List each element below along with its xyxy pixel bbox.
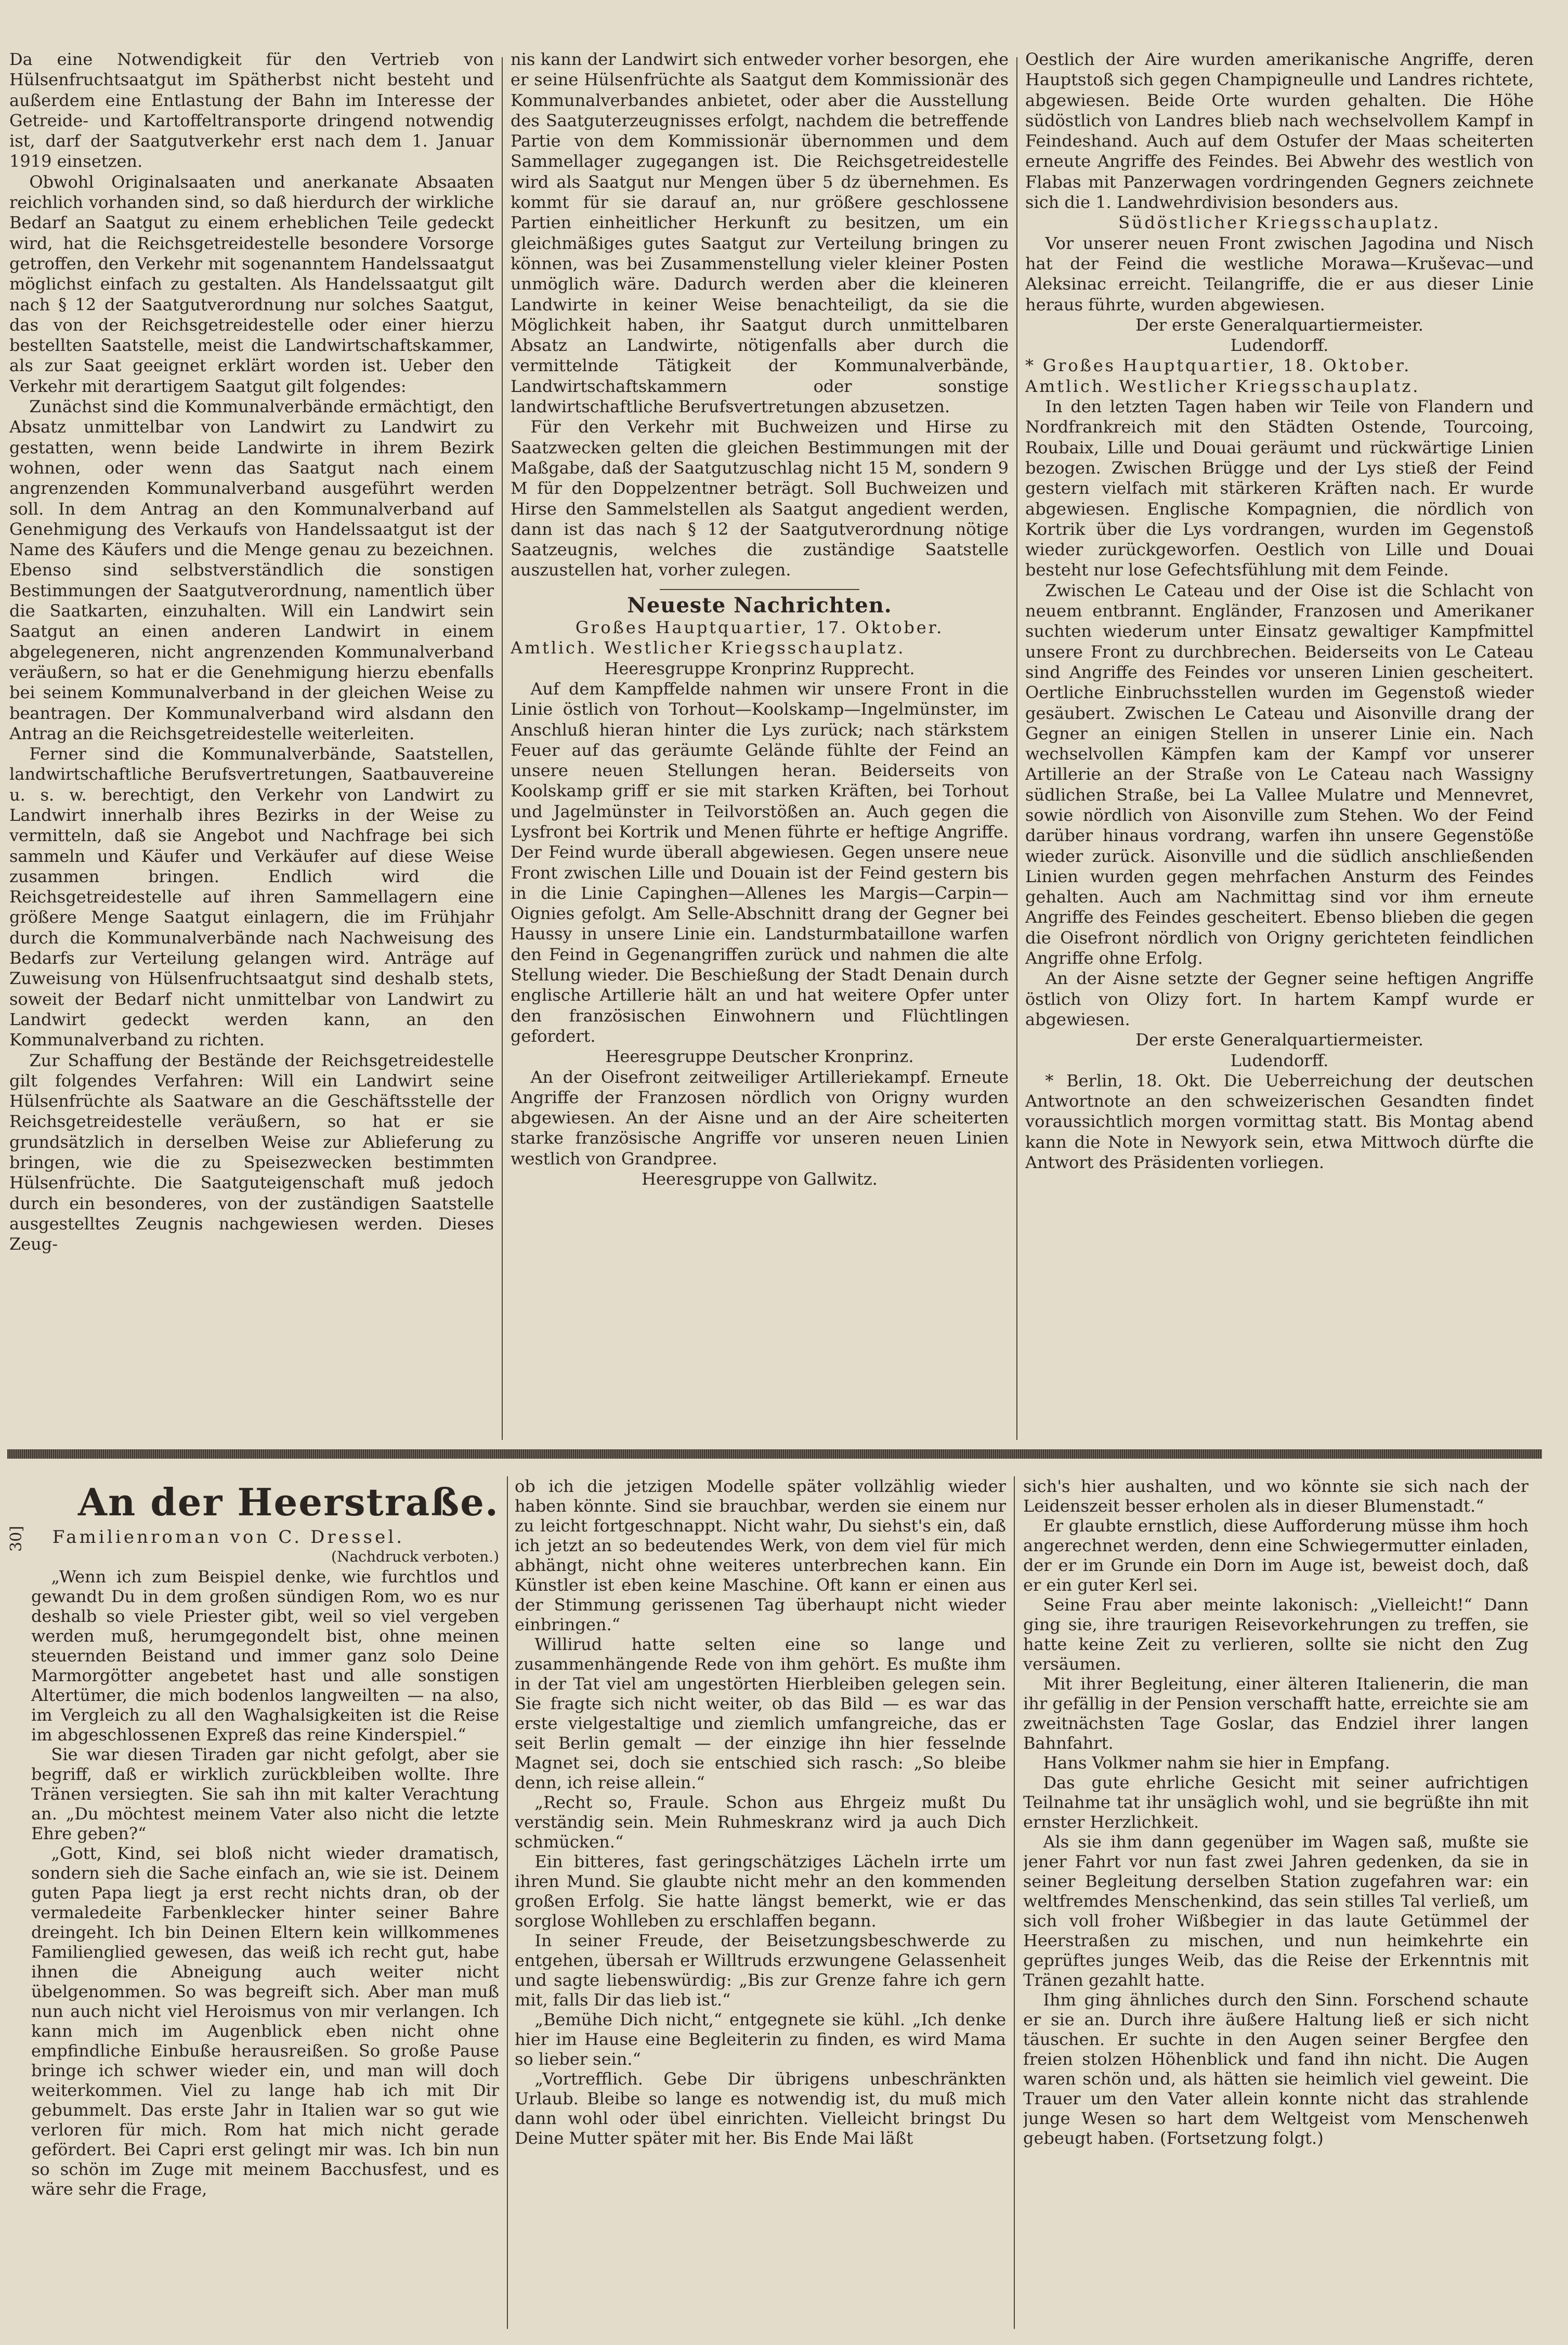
paragraph: In den letzten Tagen haben wir Teile von Flandern und Nordfrankreich mit den Städten Ostende, Tourcoing, Roubaix, Lille und Douai geräumt und rückwärtige Linien bezogen. Zwischen Brügge und der Lys stieß der Feind gestern vielfach mit stärkeren Kräften nach. Er wurde abgewiesen. Englische Kompagnien, die nördlich von Kortrik über die Lys vordrangen, wurden im Gegenstoß wieder zurückgeworfen. Oestlich von Lille und Douai besteht nur lose Gefechtsfühlung mit dem Feinde. bbox=[1025, 397, 1534, 580]
paragraph: Oestlich der Aire wurden amerikanische Angriffe, deren Hauptstoß sich gegen Champigneulle und Landres richtete, abgewiesen. Beide Orte wurden gehalten. Die Höhe südöstlich von Landres blieb nach wechselvollem Kampf in Feindeshand. Auch auf dem Ostufer der Maas scheiterten erneute Angriffe des Feindes. Bei Abwehr des westlich von Flabas mit Panzerwagen vordringenden Gegners zeichnete sich die 1. Landwehrdivision besonders aus. bbox=[1025, 49, 1534, 213]
paragraph: Vor unserer neuen Front zwischen Jagodina und Nisch hat der Feind die westliche Morawa—Kruševac—und Aleksinac erreicht. Teilangriffe, die er aus dieser Linie heraus führte, wurden abgewiesen. bbox=[1025, 233, 1534, 315]
paragraph: Sie war diesen Tiraden gar nicht gefolgt, aber sie begriff, daß er wirklich zurückbleiben wollte. Ihre Tränen versiegten. Sie sah ihn mit kalter Verachtung an. „Du möchtest meinem Vater also nicht die letzte Ehre geben?“ bbox=[31, 1745, 499, 1843]
paragraph: „Recht so, Fraule. Schon aus Ehrgeiz mußt Du verständig sein. Mein Ruhmeskranz wird ja auch Dich schmücken.“ bbox=[515, 1792, 1006, 1852]
instalment-number: 30] bbox=[7, 1526, 25, 1552]
paragraph: Seine Frau aber meinte lakonisch: „Vielleicht!“ Dann ging sie, ihre traurigen Reisevorkehrungen zu treffen, sie hatte keine Zeit zu verlieren, sollte sie nicht den Zug versäumen. bbox=[1023, 1595, 1528, 1674]
paragraph: * Berlin, 18. Okt. Die Ueberreichung der deutschen Antwortnote an den schweizerischen Gesandten findet voraussichtlich morgen vormittag statt. Bis Montag abend kann die Note in Newyork sein, etwa Mittwoch dürfte die Antwort des Präsidenten vorliegen. bbox=[1025, 1070, 1534, 1173]
army-group-heading: Heeresgruppe von Gallwitz. bbox=[642, 1169, 878, 1189]
official-report-label: Amtlich. Westlicher Kriegsschauplatz. bbox=[1025, 376, 1420, 396]
signature-title: Der erste Generalquartiermeister. bbox=[1135, 1030, 1423, 1050]
paragraph: Für den Verkehr mit Buchweizen und Hirse zu Saatzwecken gelten die gleichen Bestimmungen mit der Maßgabe, daß der Saatgutzuschlag nicht 15 M, sondern 9 M für den Doppelzentner beträgt. Soll Buchweizen und Hirse den Sammelstellen als Saatgut angedient werden, dann ist das nach § 12 der Saatgutverordnung nötige Saatzeugnis, welches die zuständige Saatstelle auszustellen hat, vorher zulegen. bbox=[511, 417, 1009, 580]
theater-heading: Südöstlicher Kriegsschauplatz. bbox=[1118, 213, 1441, 233]
paragraph: In seiner Freude, der Beisetzungsbeschwerde zu entgehen, übersah er Willtruds erzwungene Gelassenheit und sagte liebenswürdig: „Bis zur Grenze fahre ich gern mit, falls Dir das lieb ist.“ bbox=[515, 1931, 1006, 2010]
paragraph: „Wenn ich zum Beispiel denke, wie furchtlos und gewandt Du in dem großen sündigen Rom, wo es nur deshalb so viele Priester gibt, weil so viel vergeben werden muß, herumgegondelt bist, ohne meinen steuernden Beistand und immer ganz solo Deine Marmorgötter angebetet hast und alle sonstigen Altertümer, die mich bodenlos langweilten — na also, im Vergleich zu all den Waghalsigkeiten ist die Reise im abgeschlossenen Expreß das reine Kinderspiel.“ bbox=[31, 1567, 499, 1745]
army-group-heading: Heeresgruppe Kronprinz Rupprecht. bbox=[604, 658, 915, 678]
article-seed-column-1 bbox=[9, 49, 494, 1443]
signature-name: Ludendorff. bbox=[1230, 1050, 1329, 1070]
paragraph: Ferner sind die Kommunalverbände, Saatstellen, landwirtschaftliche Berufsvertretungen, Saatbauvereine u. s. w. berechtigt, den Verkehr von Landwirt zu Landwirt innerhalb ihres Bezirks in der Weise zu vermitteln, daß sie Angebot und Nachfrage bei sich sammeln und Käufer und Verkäufer auf diese Weise zusammen bringen. Endlich wird die Reichsgetreidestelle auf ihren Sammellagern eine größere Menge Saatgut einlagern, die im Frühjahr durch die Kommunalverbände nach Nachweisung des Bedarfs zur Verteilung gelangen wird. Anträge auf Zuweisung von Hülsenfruchtsaatgut sind deshalb stets, soweit der Bedarf nicht unmittelbar von Landwirt zu Landwirt gedeckt werden kann, an den Kommunalverband zu richten. bbox=[9, 744, 494, 1050]
dateline: * Großes Hauptquartier, 18. Oktober. bbox=[1025, 356, 1412, 376]
dateline: Großes Hauptquartier, 17. Oktober. bbox=[575, 618, 944, 638]
paragraph: An der Aisne setzte der Gegner seine heftigen Angriffe östlich von Olizy fort. In hartem Kampf wurde er abgewiesen. bbox=[1025, 968, 1534, 1029]
feuilleton-separator bbox=[7, 1449, 1542, 1459]
paragraph: „Vortrefflich. Gebe Dir übrigens unbeschränkten Urlaub. Bleibe so lange es notwendig ist, du muß mich dann wohl oder übel einrichten. Vielleicht bringst Du Deine Mutter später mit her. Bis Ende Mai läßt bbox=[515, 2069, 1006, 2148]
column-divider bbox=[1014, 1476, 1015, 2329]
article-seed-column-2 bbox=[511, 49, 1009, 1443]
paragraph: Das gute ehrliche Gesicht mit seiner aufrichtigen Teilnahme tat ihr unsäglich wohl, und sie begrüßte ihn mit ernster Herzlichkeit. bbox=[1023, 1773, 1528, 1832]
novel-column-1 bbox=[31, 1471, 499, 2334]
paragraph: Ihm ging ähnliches durch den Sinn. Forschend schaute er sie an. Durch ihre äußere Haltung ließ er sich nicht täuschen. Er suchte in den Augen seiner Bergfee den freien stolzen Höhenblick und fand ihn nicht. Die Augen waren schön und, als hätten sie heimlich viel geweint. Die Trauer um den Vater allein konnte nicht das strahlende junge Wesen so hart dem Weltgeist vom Menschenweh gebeugt haben. (Fortsetzung folgt.) bbox=[1023, 1990, 1528, 2148]
news-column-3 bbox=[1025, 49, 1534, 1443]
column-divider bbox=[1016, 57, 1017, 1440]
news-heading: Neueste Nachrichten. bbox=[627, 593, 892, 618]
signature-title: Der erste Generalquartiermeister. bbox=[1135, 315, 1423, 335]
paragraph: Er glaubte ernstlich, diese Aufforderung müsse ihm hoch angerechnet werden, denn eine Schwiegermutter einladen, der er im Grunde ein Dorn im Auge ist, beweist doch, daß er ein guter Kerl sei. bbox=[1023, 1516, 1528, 1595]
paragraph: Da eine Notwendigkeit für den Vertrieb von Hülsenfruchtsaatgut im Spätherbst nicht besteht und außerdem eine Entlastung der Bahn im Interesse der Getreide- und Kartoffeltransporte dringend notwendig ist, darf der Saatgutverkehr erst nach dem 1. Januar 1919 einsetzen. bbox=[9, 49, 494, 172]
signature-name: Ludendorff. bbox=[1230, 335, 1329, 356]
paragraph: Als sie ihm dann gegenüber im Wagen saß, mußte sie jener Fahrt vor nun fast zwei Jahren gedenken, da sie in seiner Begleitung derselben Station zugefahren war: ein weltfremdes Menschenkind, das sein stilles Tal verließ, um sich voll froher Wißbegier in das laute Getümmel der Heerstraßen zu mischen, und nun heimkehrte ein geprüftes junges Weib, das die Reise der Erkenntnis mit Tränen gezahlt hatte. bbox=[1023, 1832, 1528, 1990]
paragraph: Hans Volkmer nahm sie hier in Empfang. bbox=[1043, 1753, 1390, 1773]
paragraph: Ein bitteres, fast geringschätziges Lächeln irrte um ihren Mund. Sie glaubte nicht mehr an den kommenden großen Erfolg. Sie hatte längst bemerkt, wie er das sorglose Wohlleben zu erschlaffen begann. bbox=[515, 1852, 1006, 1931]
paragraph: sich's hier aushalten, und wo könnte sie sich nach der Leidenszeit besser erholen als in dieser Blumenstadt.“ bbox=[1023, 1476, 1528, 1516]
paragraph: Zur Schaffung der Bestände der Reichsgetreidestelle gilt folgendes Verfahren: Will ein Landwirt seine Hülsenfrüchte als Saatware an die Geschäftsstelle der Reichsgetreidestelle veräußern, so hat er sie grundsätzlich in derselben Weise zur Ablieferung zu bringen, wie die zu Speisezwecken bestimmten Hülsenfrüchte. Die Saatguteigenschaft muß jedoch durch ein besonderes, von der zuständigen Saatstelle ausgestelltes Zeugnis nachgewiesen werden. Dieses Zeug- bbox=[9, 1050, 494, 1254]
paragraph: ob ich die jetzigen Modelle später vollzählig wieder haben könnte. Sind sie brauchbar, werden sie einem nur zu leicht fortgeschnappt. Nicht wahr, Du siehst's ein, daß ich jetzt an so bedeutendes Werk, von dem viel für mich abhängt, nicht ohne weiteres unterbrechen kann. Ein Künstler ist eben keine Maschine. Oft kann er einen aus der Stimmung gerissenen Tag überhaupt nicht wieder einbringen.“ bbox=[515, 1476, 1006, 1634]
paragraph: „Gott, Kind, sei bloß nicht wieder dramatisch, sondern sieh die Sache einfach an, wie sie ist. Deinem guten Papa liegt ja erst recht nichts dran, ob der vermaledeite Farbenklecker hinter seiner Bahre dreingeht. Ich bin Deinen Eltern kein willkommenes Familienglied gewesen, das weiß ich recht gut, habe ihnen die Abneigung auch weiter nicht übelgenommen. So was begreift sich. Aber man muß nun auch nicht viel Heroismus von mir verlangen. Ich kann mich im Augenblick eben nicht ohne empfindliche Einbuße herausreißen. So große Pause bringe ich schwer wieder ein, und man will doch weiterkommen. Viel zu lange hab ich mit Dir gebummelt. Das erste Jahr in Italien war so gut wie verloren für mich. Rom hat mich nicht gerade gefördert. Bei Capri erst gelingt mir was. Ich bin nun so schön im Zuge mit meinem Bacchusfest, und es wäre sehr die Frage, bbox=[31, 1843, 499, 2199]
news-rule bbox=[660, 589, 859, 590]
novel-column-2 bbox=[515, 1476, 1006, 2334]
paragraph: Obwohl Originalsaaten und anerkanate Absaaten reichlich vorhanden sind, so daß hierdurch der wirkliche Bedarf an Saatgut zu einem erheblichen Teile gedeckt wird, hat die Reichsgetreidestelle besondere Vorsorge getroffen, den Verkehr mit sogenanntem Handelssaatgut möglichst einfach zu gestalten. Als Handelssaatgut gilt nach § 12 der Saatgutverordnung nur solches Saatgut, das von der Reichsgetreidestelle oder einer hierzu bestellten Saatstelle, meist die Landwirtschaftskammer, als zur Saat geeignet erklärt worden ist. Ueber den Verkehr mit derartigem Saatgut gilt folgendes: bbox=[9, 172, 494, 396]
column-divider bbox=[502, 57, 503, 1440]
official-report-label: Amtlich. Westlicher Kriegsschauplatz. bbox=[511, 638, 906, 658]
paragraph: Willirud hatte selten eine so lange und zusammenhängende Rede von ihm gehört. Es mußte ihm in der Tat viel am ungestörten Hierbleiben gelegen sein. Sie fragte sich nicht weiter, ob das Bild — es war das erste vielgestaltige und ziemlich umfangreiche, das er seit Berlin gemalt — der einzige ihn hier fesselnde Magnet sei, doch sie entschied sich rasch: „So bleibe denn, ich reise allein.“ bbox=[515, 1634, 1006, 1792]
novel-title: An der Heerstraße. bbox=[78, 1480, 499, 1524]
reprint-notice: (Nachdruck verboten.) bbox=[331, 1548, 499, 1565]
paragraph: An der Oisefront zeitweiliger Artilleriekampf. Erneute Angriffe der Franzosen nördlich von Origny wurden abgewiesen. An der Aisne und an der Aire scheiterten starke französische Angriffe vor unseren neuen Linien westlich von Grandpree. bbox=[511, 1067, 1009, 1169]
paragraph: Zwischen Le Cateau und der Oise ist die Schlacht von neuem entbrannt. Engländer, Franzosen und Amerikaner suchten wiederum unter Einsatz gewaltiger Kampfmittel unsere Front zu durchbrechen. Beiderseits von Le Cateau sind Angriffe des Feindes vor unseren Linien gescheitert. Oertliche Einbruchsstellen wurden im Gegenstoß wieder gesäubert. Zwischen Le Cateau und Aisonville drang der Gegner an einigen Stellen in unserer Linie ein. Nach wechselvollen Kämpfen kam der Kampf vor unserer Artillerie an der Straße von Le Cateau nach Wassigny südlichen Straße, bei La Vallee Mulatre und Mennevret, sowie nördlich von Aisonville zum Stehen. Wo der Feind darüber hinaus vordrang, warfen ihn unsere Gegenstöße wieder zurück. Aisonville und die südlich anschließenden Linien wurden gegen mehrfachen Ansturm des Feindes gehalten. Auch am Nachmittag sind vor ihm erneute Angriffe des Feindes gescheitert. Ebenso blieben die gegen die Oisefront nördlich von Origny gerichteten feindlichen Angriffe ohne Erfolg. bbox=[1025, 580, 1534, 968]
paragraph: Zunächst sind die Kommunalverbände ermächtigt, den Absatz unmittelbar von Landwirt zu Landwirt zu gestatten, wenn beide Landwirte in ihrem Bezirk wohnen, oder wenn das Saatgut nach einem angrenzenden Kommunalverband ausgeführt werden soll. In dem Antrag an den Kommunalverband auf Genehmigung des Verkaufs von Handelssaatgut ist der Name des Käufers und die Menge genau zu bezeichnen. Ebenso sind selbstverständlich die sonstigen Bestimmungen der Saatgutverordnung, namentlich über die Saatkarten, einzuhalten. Will ein Landwirt sein Saatgut an einen anderen Landwirt in einem abgelegeneren, nicht angrenzenden Kommunalverband veräußern, so hat er die Genehmigung hierzu ebenfalls bei seinem Kommunalverband in der gleichen Weise zu beantragen. Der Kommunalverband wird alsdann den Antrag an die Reichsgetreidestelle weiterleiten. bbox=[9, 397, 494, 743]
army-group-heading: Heeresgruppe Deutscher Kronprinz. bbox=[605, 1046, 914, 1067]
paragraph: „Bemühe Dich nicht,“ entgegnete sie kühl. „Ich denke hier im Hause eine Begleiterin zu finden, es wird Mama so lieber sein.“ bbox=[515, 2010, 1006, 2069]
paragraph: Mit ihrer Begleitung, einer älteren Italienerin, die man ihr gefällig in der Pension verschafft hatte, erreichte sie am zweitnächsten Tage Goslar, das Endziel ihrer langen Bahnfahrt. bbox=[1023, 1674, 1528, 1753]
column-divider bbox=[507, 1476, 508, 2329]
paragraph: nis kann der Landwirt sich entweder vorher besorgen, ehe er seine Hülsenfrüchte als Saatgut dem Kommissionär des Kommunalverbandes anbietet, oder aber die Ausstellung des Saatguterzeugnisses erfolgt, nachdem die betreffende Partie von dem Kommissionär übernommen und dem Sammellager zugegangen ist. Die Reichsgetreidestelle wird als Saatgut nur Mengen über 5 dz übernehmen. Es kommt für sie darauf an, nur größere geschlossene Partien einheitlicher Herkunft zu besitzen, um ein gleichmäßiges gutes Saatgut zur Verteilung bringen zu können, was bei Zusammenstellung vieler kleiner Posten unmöglich wäre. Dadurch werden aber die kleineren Landwirte in keiner Weise benachteiligt, da sie die Möglichkeit haben, ihr Saatgut durch unmittelbaren Absatz an Landwirte, nötigenfalls aber durch die vermittelnde Tätigkeit der Kommunalverbände, Landwirtschaftskammern oder sonstige landwirtschaftliche Berufsvertretungen abzusetzen. bbox=[511, 49, 1009, 417]
novel-column-3 bbox=[1023, 1476, 1528, 2334]
novel-author: Familienroman von C. Dressel. bbox=[52, 1527, 405, 1548]
paragraph: Auf dem Kampffelde nahmen wir unsere Front in die Linie östlich von Torhout—Koolskamp—Ingelmünster, im Anschluß hieran hinter die Lys zurück; nach stärkstem Feuer auf das geräumte Gelände fühlte der Feind an unsere neuen Stellungen heran. Beiderseits von Koolskamp griff er sie mit starken Kräften, bei Torhout und Jagelmünster in Teilvorstößen an. Auch gegen die Lysfront bei Kortrik und Menen führte er heftige Angriffe. Der Feind wurde überall abgewiesen. Gegen unsere neue Front zwischen Lille und Douain ist der Feind gestern bis in die Linie Capinghen—Allenes les Margis—Carpin—Oignies gefolgt. Am Selle-Abschnitt drang der Gegner bei Haussy in unsere Linie ein. Landsturmbataillone warfen den Feind in Gegenangriffen zurück und nahmen die alte Stellung wieder. Die Beschießung der Stadt Denain durch englische Artillerie hält an und hat weitere Opfer unter den französischen Einwohnern und Flüchtlingen gefordert. bbox=[511, 678, 1009, 1046]
